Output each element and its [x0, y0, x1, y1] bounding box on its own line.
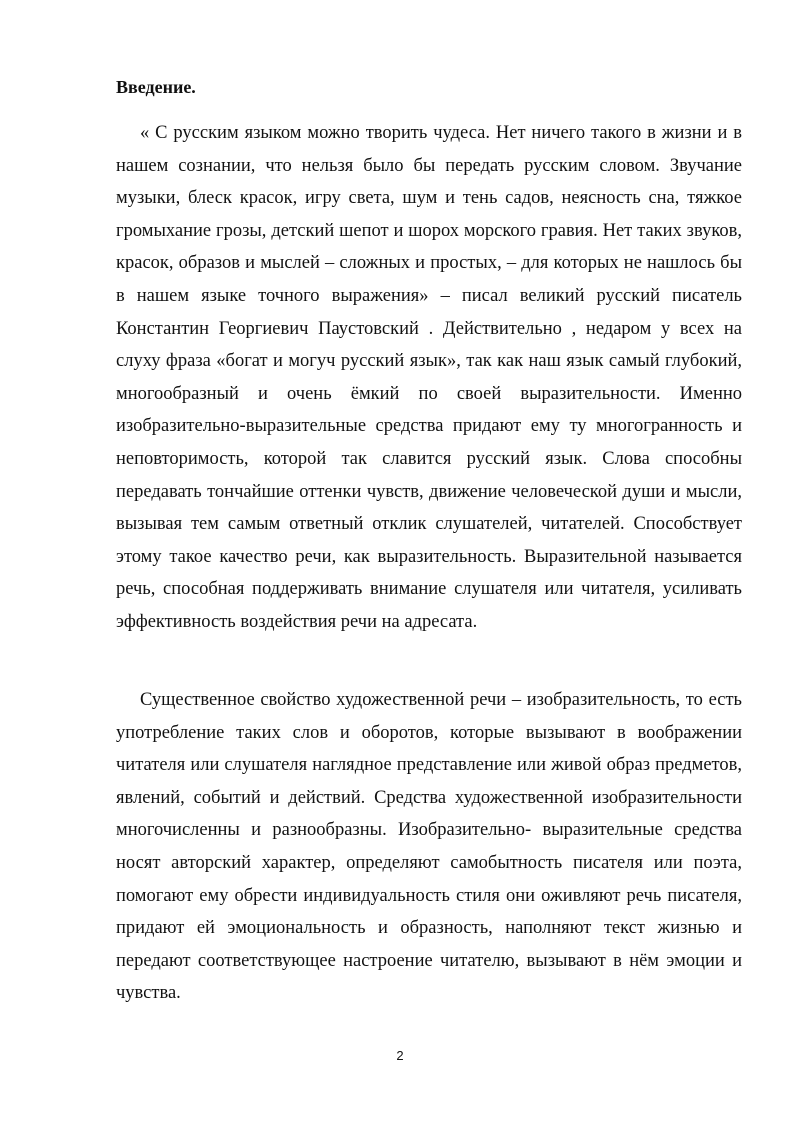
- paragraph-intro-quote: « С русским языком можно творить чудеса. Нет ничего такого в жизни и в нашем сознании, что нельзя было бы передать русским словом. Звучание музыки, блеск красок, игру света, шум и тень садов, неясность сна, тяжкое громыхание грозы, детский шепот и шорох морского гравия. Нет таких звуков, красок, образов и мыслей – сложных и простых, – для которых не нашлось бы в нашем языке точного выражения» – писал великий русский писатель Константин Георгиевич Паустовский . Действительно , недаром у всех на слуху фраза «богат и могуч русский язык», так как наш язык самый глубокий, многообразный и очень ёмкий по своей выразительности. Именно изобразительно-выразительные средства придают ему ту многогранность и неповторимость, которой так славится русский язык. Слова способны передавать тончайшие оттенки чувств, движение человеческой души и мысли, вызывая тем самым ответный отклик слушателей, читателей. Способствует этому такое качество речи, как выразительность. Выразительной называется речь, способная поддерживать внимание слушателя или читателя, усиливать эффективность воздействия речи на адресата.: [116, 123, 742, 632]
- section-heading: Введение.: [116, 77, 196, 97]
- page-number: 2: [396, 1048, 404, 1063]
- paragraph-expressiveness: Существенное свойство художественной речи – изобразительность, то есть употребление таких слов и оборотов, которые вызывают в воображении читателя или слушателя наглядное представление или живой образ предметов, явлений, событий и действий. Средства художественной изобразительности многочисленны и разнообразны. Изобразительно- выразительные средства носят авторский характер, определяют самобытность писателя или поэта, помогают ему обрести индивидуальность стиля они оживляют речь писателя, придают ей эмоциональность и образность, наполняют текст жизнью и передают соответствующее настроение читателю, вызывают в нём эмоции и чувства.: [116, 690, 742, 1004]
